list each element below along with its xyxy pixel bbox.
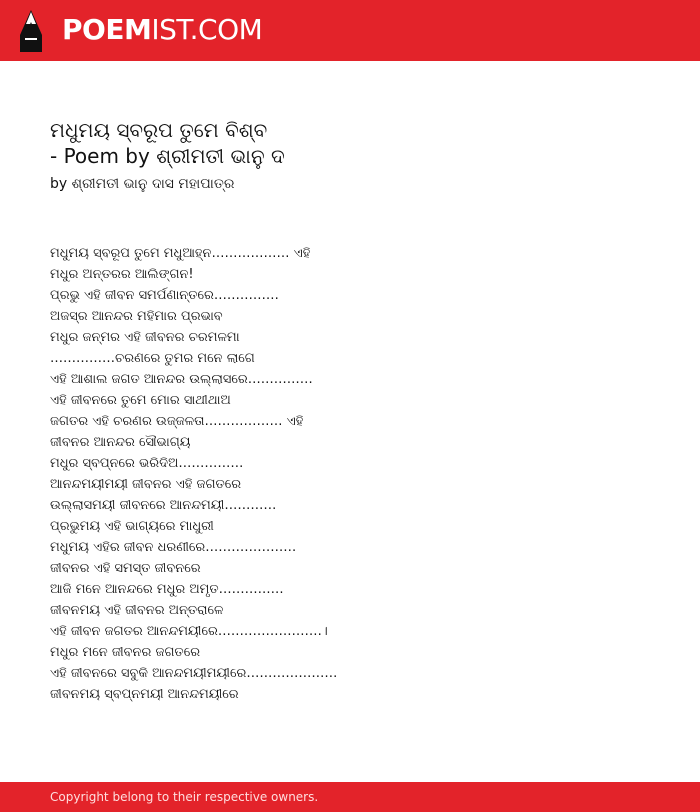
- site-footer: [0, 782, 700, 812]
- poem-line: ଜୀବନର ଏହି ସମସ୍ତ ଜୀବନରେ: [50, 561, 201, 576]
- poem-line: ମଧୁର ଜନ୍ମର ଏହି ଜୀବନର ଚରମଳମା: [50, 330, 240, 345]
- poem-body: [50, 243, 650, 705]
- copyright-text: Copyright belong to their respective owners.: [50, 790, 319, 804]
- poem-line: ଏହି ଜୀବନରେ ସବୁକି ଆନନ୍ଦମୟୀମୟୀରେ…………………: [50, 666, 338, 681]
- poem-line: ଉଲ୍ଲାସମୟୀ ଜୀବନରେ ଆନନ୍ଦମୟୀ…………: [50, 498, 277, 513]
- by-label: by: [50, 176, 72, 192]
- poem-line: ମଧୁମୟ ସ୍ବରୂପ ତୁମେ ମଧୁଆହ୍ନ……………… ଏହି: [50, 246, 311, 261]
- byline: [50, 174, 650, 194]
- logo-light-text: IST.COM: [151, 13, 263, 46]
- site-logo[interactable]: [62, 12, 262, 48]
- poem-line: ଏହି ଆଶାଲ ଜଗତ ଆନନ୍ଦର ଉଲ୍ଲାସରେ……………: [50, 372, 313, 387]
- poem-line: ମଧୁମୟ ଏହିର ଜୀବନ ଧରଣୀରେ…………………: [50, 540, 297, 555]
- poem-line: ମଧୁର ଅନ୍ତରର ଆଲିଙ୍ଗନ!: [50, 267, 194, 282]
- poem-line: ଜୀବନର ଆନନ୍ଦର ସୌଭାଗ୍ୟ: [50, 435, 191, 450]
- poem-line: ପ୍ରଭୁ ଏହି ଜୀବନ ସମର୍ପଣାନ୍ତରେ……………: [50, 288, 279, 303]
- poem-title-line1: ମଧୁମୟ ସ୍ବରୂପ ତୁମେ ବିଶ୍ବ: [50, 118, 268, 142]
- poem-line: ଜୀବନମୟ ସ୍ବପ୍ନମୟୀ ଆନନ୍ଦମୟୀରେ: [50, 687, 239, 702]
- poem-line: ମଧୁର ମନେ ଜୀବନର ଜଗତରେ: [50, 645, 201, 660]
- poem-title-line2: - Poem by ଶ୍ରୀମତୀ ଭାନୁ ଦ: [50, 144, 285, 168]
- logo-bold-text: POEM: [62, 13, 152, 46]
- site-header: [0, 0, 700, 61]
- poem-line: ମଧୁର ସ୍ବପ୍ନରେ ଭରିଦିଅ……………: [50, 456, 244, 471]
- poem-line: ଆଜି ମନେ ଆନନ୍ଦରେ ମଧୁର ଅମୃତ……………: [50, 582, 284, 597]
- poem-line: ପ୍ରଭୁମୟ ଏହି ଭାଗ୍ୟରେ ମାଧୁରୀ: [50, 519, 214, 534]
- poem-line: ଆନନ୍ଦମୟୀମୟୀ ଜୀବନର ଏହି ଜଗତରେ: [50, 477, 242, 492]
- poem-line: ଅଜସ୍ର ଆନନ୍ଦର ମହିମାର ପ୍ରଭାବ: [50, 309, 223, 324]
- poem-line: ଜୀବନମୟ ଏହି ଜୀବନର ଅନ୍ତରାଳେ: [50, 603, 224, 618]
- poem-line: ଜଗତର ଏହି ଚରଣର ଉଜ୍ଜଳତା……………… ଏହି: [50, 414, 304, 429]
- poem-line: ……………ଚରଣରେ ତୁମର ମନେ ଲାଗେ: [50, 351, 255, 366]
- pencil-logo-icon[interactable]: [17, 9, 45, 53]
- poem-line: ଏହି ଜୀବନ ଜଗତର ଆନନ୍ଦମୟୀରେ……………………।: [50, 624, 328, 639]
- poem-line: ଏହି ଜୀବନରେ ତୁମେ ମୋର ସାଥୀଥାଅ: [50, 393, 231, 408]
- author-link[interactable]: ଶ୍ରୀମତୀ ଭାନୁ ଦାସ ମହାପାତ୍ର: [71, 176, 235, 192]
- poem-title: [50, 117, 650, 169]
